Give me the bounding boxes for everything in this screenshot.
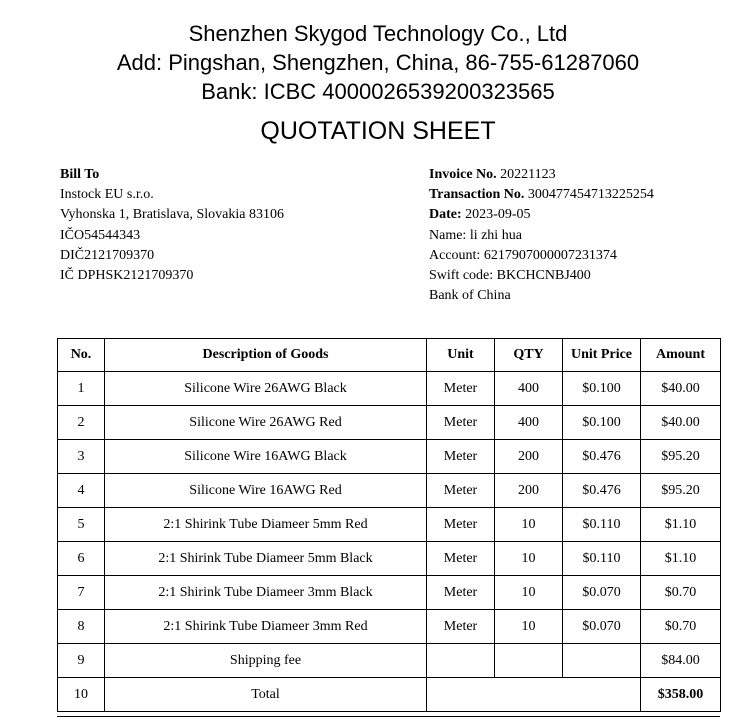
cell-description: Silicone Wire 16AWG Red (105, 474, 427, 508)
transaction-number-label: Transaction No. (429, 187, 525, 203)
cell-no: 2 (58, 406, 105, 440)
cell-qty: 400 (495, 406, 563, 440)
cell-qty (495, 644, 563, 678)
account-number: Account: 6217907000007231374 (429, 247, 617, 263)
bill-to-line: IČO54544343 (60, 227, 141, 243)
bill-to-line: DIČ2121709370 (60, 247, 155, 263)
cell-amount: $0.70 (641, 610, 721, 644)
bill-to-line: Instock EU s.r.o. (60, 187, 154, 203)
bill-to-line: IČ DPHSK2121709370 (60, 268, 194, 284)
cell-no: 8 (58, 610, 105, 644)
document-title: QUOTATION SHEET (260, 117, 496, 145)
cell-unit: Meter (427, 508, 495, 542)
cell-no: 5 (58, 508, 105, 542)
invoice-number-row (429, 165, 749, 185)
cell-qty: 200 (495, 440, 563, 474)
column-header-description: Description of Goods (105, 339, 427, 372)
cell-no: 3 (58, 440, 105, 474)
invoice-number: 20221123 (500, 167, 556, 182)
bank-name: Bank of China (429, 288, 511, 304)
transaction-number: 300477454713225254 (527, 187, 654, 203)
total-row (58, 678, 721, 712)
date-value: 2023-09-05 (465, 207, 531, 223)
bill-to-block (60, 165, 390, 286)
cell-qty: 400 (495, 372, 563, 406)
cell-amount: $40.00 (641, 372, 721, 406)
cell-unit-price: $0.476 (563, 474, 641, 508)
cell-unit: Meter (427, 610, 495, 644)
company-bank: Bank: ICBC 4000026539200323565 (201, 79, 555, 104)
total-empty-cell (427, 678, 641, 712)
cell-unit: Meter (427, 440, 495, 474)
cell-unit: Meter (427, 576, 495, 610)
total-label: Total (105, 678, 427, 712)
column-header-unit: Unit (427, 339, 495, 372)
cell-no: 6 (58, 542, 105, 576)
total-amount: $358.00 (641, 678, 721, 712)
company-header (0, 19, 756, 106)
cell-amount: $95.20 (641, 474, 721, 508)
table-row (58, 406, 721, 440)
cell-unit-price: $0.070 (563, 610, 641, 644)
table-row (58, 440, 721, 474)
cell-amount: $95.20 (641, 440, 721, 474)
table-row (58, 542, 721, 576)
table-row (58, 508, 721, 542)
cell-description: 2:1 Shirink Tube Diameer 3mm Black (105, 576, 427, 610)
bill-to-line: Vyhonska 1, Bratislava, Slovakia 83106 (60, 207, 284, 223)
date-label: Date: (429, 207, 462, 223)
cell-qty: 10 (495, 576, 563, 610)
cell-amount: $84.00 (641, 644, 721, 678)
table-row (58, 474, 721, 508)
cell-amount: $1.10 (641, 542, 721, 576)
cell-unit: Meter (427, 372, 495, 406)
column-header-unit-price: Unit Price (563, 339, 641, 372)
cell-description: Silicone Wire 26AWG Black (105, 372, 427, 406)
cell-unit (427, 644, 495, 678)
cell-unit-price: $0.070 (563, 576, 641, 610)
cell-description: Shipping fee (105, 644, 427, 678)
cell-amount: $40.00 (641, 406, 721, 440)
transaction-number-row (429, 185, 749, 205)
cell-unit: Meter (427, 542, 495, 576)
cell-qty: 10 (495, 542, 563, 576)
cell-amount: $0.70 (641, 576, 721, 610)
table-row (58, 644, 721, 678)
company-address: Add: Pingshan, Shengzhen, China, 86-755-61287060 (116, 50, 640, 75)
invoice-number-label: Invoice No. (429, 167, 497, 182)
cell-unit: Meter (427, 406, 495, 440)
goods-table (57, 338, 721, 712)
cell-no: 7 (58, 576, 105, 610)
cell-no: 4 (58, 474, 105, 508)
table-row (58, 372, 721, 406)
cell-unit-price: $0.476 (563, 440, 641, 474)
table-row (58, 576, 721, 610)
cell-unit-price: $0.100 (563, 406, 641, 440)
cell-description: 2:1 Shirink Tube Diameer 5mm Black (105, 542, 427, 576)
table-bottom-border (57, 716, 720, 717)
table-header-row (58, 339, 721, 372)
bill-to-label: Bill To (60, 167, 100, 182)
cell-unit: Meter (427, 474, 495, 508)
column-header-no: No. (58, 339, 105, 372)
table-row (58, 610, 721, 644)
cell-amount: $1.10 (641, 508, 721, 542)
cell-description: 2:1 Shirink Tube Diameer 3mm Red (105, 610, 427, 644)
cell-no: 1 (58, 372, 105, 406)
swift-code: Swift code: BKCHCNBJ400 (429, 268, 591, 284)
invoice-block (429, 165, 749, 306)
date-row (429, 205, 749, 225)
column-header-qty: QTY (495, 339, 563, 372)
cell-description: Silicone Wire 16AWG Black (105, 440, 427, 474)
total-row-no: 10 (58, 678, 105, 712)
cell-unit-price: $0.110 (563, 508, 641, 542)
cell-qty: 10 (495, 508, 563, 542)
cell-unit-price (563, 644, 641, 678)
cell-description: Silicone Wire 26AWG Red (105, 406, 427, 440)
cell-qty: 200 (495, 474, 563, 508)
cell-unit-price: $0.110 (563, 542, 641, 576)
cell-unit-price: $0.100 (563, 372, 641, 406)
account-name: Name: li zhi hua (429, 227, 522, 243)
column-header-amount: Amount (641, 339, 721, 372)
company-name: Shenzhen Skygod Technology Co., Ltd (188, 21, 568, 46)
cell-description: 2:1 Shirink Tube Diameer 5mm Red (105, 508, 427, 542)
cell-qty: 10 (495, 610, 563, 644)
cell-no: 9 (58, 644, 105, 678)
